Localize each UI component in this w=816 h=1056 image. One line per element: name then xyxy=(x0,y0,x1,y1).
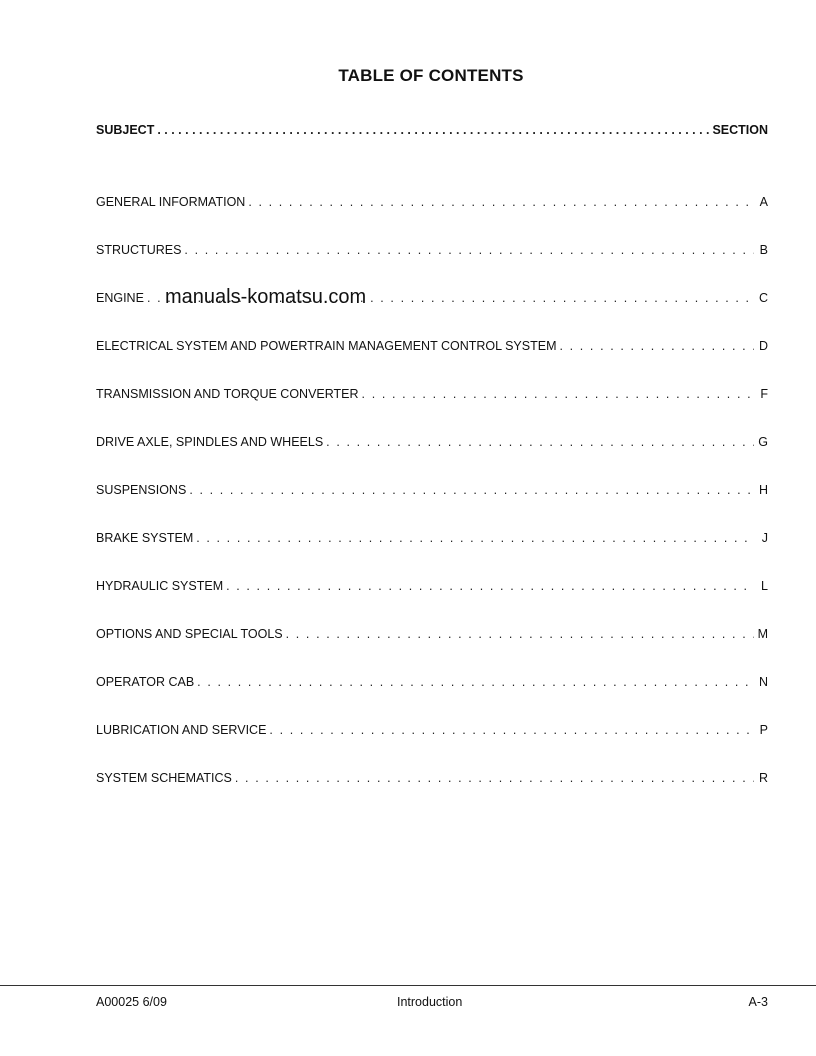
subject-header: SUBJECT xyxy=(96,123,155,137)
dot-leader xyxy=(186,483,754,497)
toc-entry[interactable] xyxy=(96,627,768,675)
dot-leader xyxy=(194,675,754,689)
toc-entry-section: N xyxy=(758,675,768,689)
toc-entry-section: M xyxy=(757,627,768,641)
toc-entry-subject: ELECTRICAL SYSTEM AND POWERTRAIN MANAGEMENT CONTROL SYSTEM xyxy=(96,339,557,353)
toc-entry-section: F xyxy=(760,387,768,401)
page-number: A-3 xyxy=(748,995,768,1009)
dot-leader xyxy=(557,339,755,353)
page-title: TABLE OF CONTENTS xyxy=(338,66,524,85)
dot-leader xyxy=(245,195,754,209)
dot-leader xyxy=(359,387,754,401)
toc-entry-section: A xyxy=(759,195,768,209)
toc-entry-section: L xyxy=(761,579,768,593)
dot-leader xyxy=(283,627,754,641)
toc-entry-section: D xyxy=(758,339,768,353)
toc-entry-section: P xyxy=(759,723,768,737)
watermark: manuals-komatsu.com xyxy=(165,286,367,308)
toc-entry-subject: TRANSMISSION AND TORQUE CONVERTER xyxy=(96,387,359,401)
footer-divider xyxy=(0,985,816,986)
section-name: Introduction xyxy=(397,995,463,1009)
toc-entry-subject: GENERAL INFORMATION xyxy=(96,195,246,209)
toc-entry-subject: OPTIONS AND SPECIAL TOOLS xyxy=(96,627,283,641)
toc-entry[interactable] xyxy=(96,339,768,387)
toc-entry-subject: ENGINE xyxy=(96,291,144,305)
dot-leader xyxy=(223,579,754,593)
document-code: A00025 6/09 xyxy=(96,995,167,1009)
section-header: SECTION xyxy=(712,123,768,137)
toc-entry-subject: LUBRICATION AND SERVICE xyxy=(96,723,267,737)
toc-entry-subject: STRUCTURES xyxy=(96,243,182,257)
toc-entry-subject: DRIVE AXLE, SPINDLES AND WHEELS xyxy=(96,435,324,449)
toc-entry[interactable] xyxy=(96,675,768,723)
dot-leader xyxy=(154,123,712,137)
page-footer xyxy=(0,995,816,1011)
toc-entry-section: C xyxy=(758,291,768,305)
dot-leader xyxy=(232,771,754,785)
toc-entry-subject: OPERATOR CAB xyxy=(96,675,195,689)
toc-entry-subject: BRAKE SYSTEM xyxy=(96,531,194,545)
toc-entry[interactable] xyxy=(96,483,768,531)
dot-leader xyxy=(323,435,754,449)
toc-entry[interactable] xyxy=(96,531,768,579)
toc-entry-subject: SUSPENSIONS xyxy=(96,483,187,497)
dot-leader xyxy=(266,723,754,737)
toc-entry[interactable] xyxy=(96,771,768,819)
toc-entry-section: R xyxy=(758,771,768,785)
toc-entry-subject: SYSTEM SCHEMATICS xyxy=(96,771,232,785)
toc-entry-section: B xyxy=(759,243,768,257)
toc-entry-section: H xyxy=(758,483,768,497)
toc-entry[interactable] xyxy=(96,387,768,435)
toc-entry-section: J xyxy=(761,531,768,545)
toc-entry[interactable] xyxy=(96,195,768,243)
toc-entry[interactable] xyxy=(96,723,768,771)
dot-leader xyxy=(181,243,754,257)
toc-entry[interactable] xyxy=(96,243,768,291)
toc-entry-subject: HYDRAULIC SYSTEM xyxy=(96,579,224,593)
toc-entry[interactable] xyxy=(96,579,768,627)
toc-entry[interactable] xyxy=(96,435,768,483)
toc-header xyxy=(96,123,768,137)
toc-entry-section: G xyxy=(758,435,768,449)
dot-leader xyxy=(193,531,754,545)
